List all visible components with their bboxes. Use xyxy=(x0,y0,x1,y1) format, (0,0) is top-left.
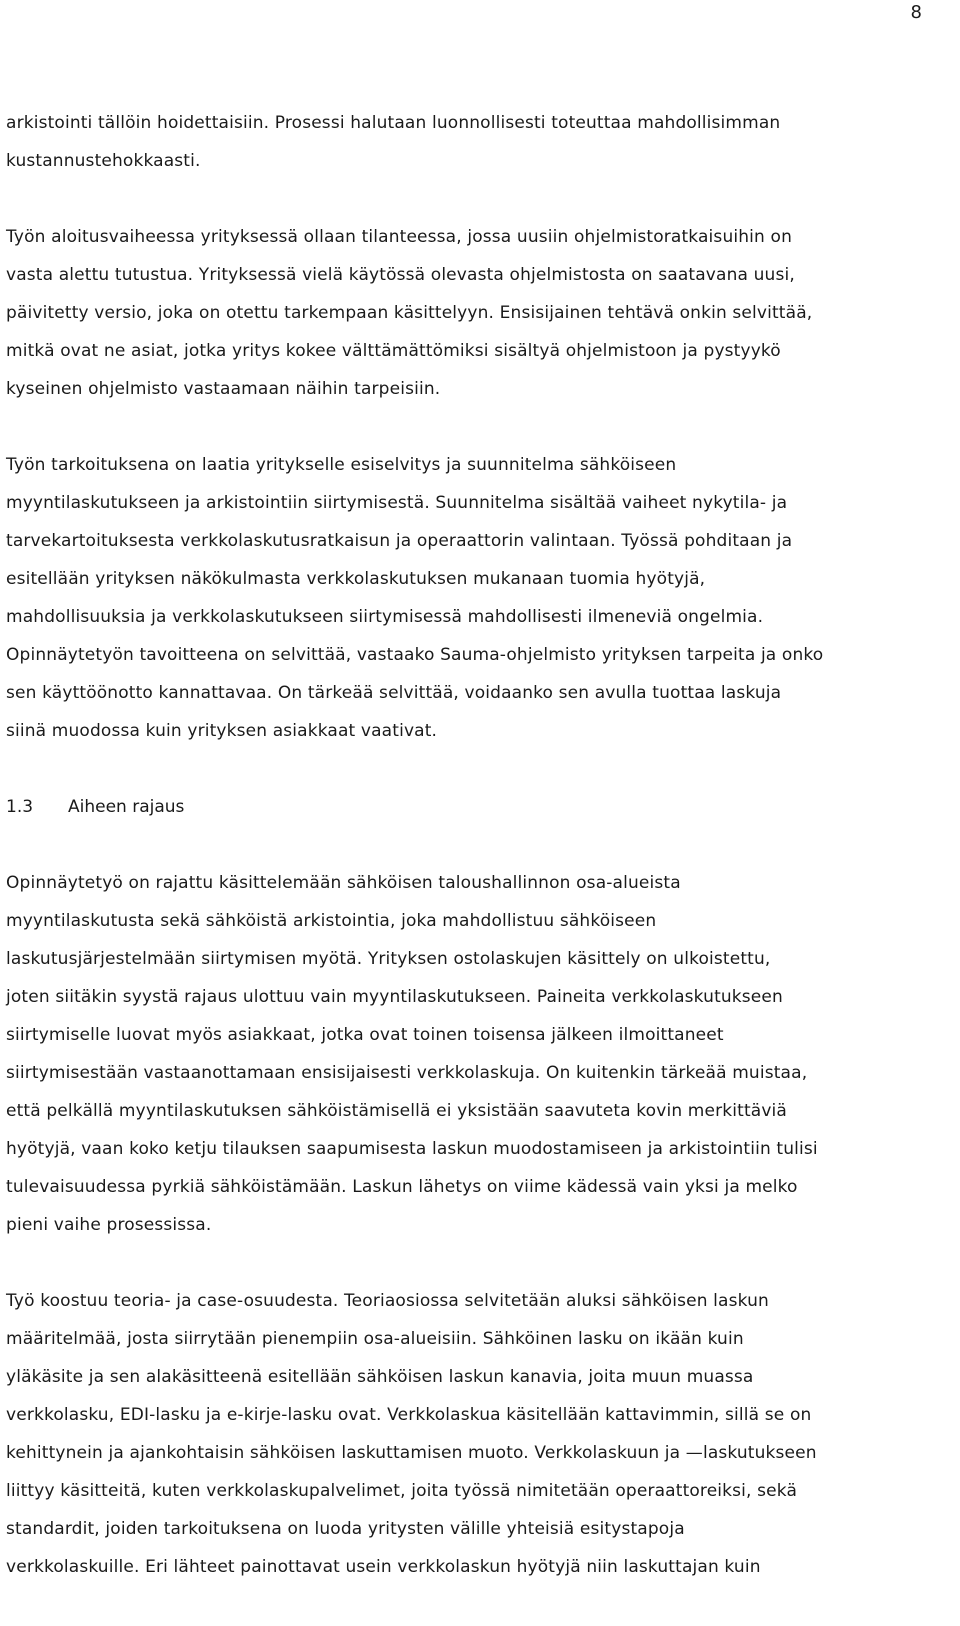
text-line: siinä muodossa kuin yrityksen asiakkaat vaativat. xyxy=(6,721,438,741)
text-line: kyseinen ohjelmisto vastaamaan näihin tarpeisiin. xyxy=(6,379,441,399)
paragraph-spacer xyxy=(6,408,936,446)
text-line: Työ koostuu teoria- ja case-osuudesta. Teoriaosiossa selvitetään aluksi sähköisen laskun xyxy=(6,1291,769,1311)
section-heading xyxy=(6,788,936,826)
section-number: 1.3 xyxy=(6,797,34,817)
text-line: sen käyttöönotto kannattavaa. On tärkeää selvittää, voidaanko sen avulla tuottaa laskuja xyxy=(6,683,782,703)
section-title: Aiheen rajaus xyxy=(68,797,185,817)
text-line: laskutusjärjestelmään siirtymisen myötä. Yrityksen ostolaskujen käsittely on ulkoistettu, xyxy=(6,949,771,969)
text-line: kehittynein ja ajankohtaisin sähköisen laskuttamisen muoto. Verkkolaskuun ja —laskutukseen xyxy=(6,1443,817,1463)
text-line: siirtymisestään vastaanottamaan ensisijaisesti verkkolaskuja. On kuitenkin tärkeää muistaa, xyxy=(6,1063,808,1083)
text-line: standardit, joiden tarkoituksena on luoda yritysten välille yhteisiä esitystapoja xyxy=(6,1519,685,1539)
paragraph-5 xyxy=(6,1282,936,1586)
paragraph-spacer xyxy=(6,750,936,788)
text-line: joten siitäkin syystä rajaus ulottuu vain myyntilaskutukseen. Paineita verkkolaskutukseen xyxy=(6,987,783,1007)
text-line: yläkäsite ja sen alakäsitteenä esitellään sähköisen laskun kanavia, joita muun muassa xyxy=(6,1367,754,1387)
text-line: päivitetty versio, joka on otettu tarkempaan käsittelyyn. Ensisijainen tehtävä onkin selvittää, xyxy=(6,303,813,323)
text-line: esitellään yrityksen näkökulmasta verkkolaskutuksen mukanaan tuomia hyötyjä, xyxy=(6,569,706,589)
text-line: liittyy käsitteitä, kuten verkkolaskupalvelimet, joita työssä nimitetään operaattoreiksi, sekä xyxy=(6,1481,798,1501)
text-line: tarvekartoituksesta verkkolaskutusratkaisun ja operaattorin valintaan. Työssä pohditaan ja xyxy=(6,531,793,551)
text-line: siirtymiselle luovat myös asiakkaat, jotka ovat toinen toisensa jälkeen ilmoittaneet xyxy=(6,1025,724,1045)
text-line: mahdollisuuksia ja verkkolaskutukseen siirtymisessä mahdollisesti ilmeneviä ongelmia. xyxy=(6,607,764,627)
text-line: myyntilaskutusta sekä sähköistä arkistointia, joka mahdollistuu sähköiseen xyxy=(6,911,657,931)
paragraph-spacer xyxy=(6,826,936,864)
text-line: mitkä ovat ne asiat, jotka yritys kokee välttämättömiksi sisältyä ohjelmistoon ja pystyykö xyxy=(6,341,781,361)
paragraph-1 xyxy=(6,104,936,180)
text-line: verkkolaskuille. Eri lähteet painottavat usein verkkolaskun hyötyjä niin laskuttajan kuin xyxy=(6,1557,761,1577)
text-line: arkistointi tällöin hoidettaisiin. Prosessi halutaan luonnollisesti toteuttaa mahdollisimman xyxy=(6,113,781,133)
text-line: määritelmää, josta siirrytään pienempiin osa-alueisiin. Sähköinen lasku on ikään kuin xyxy=(6,1329,744,1349)
text-line: myyntilaskutukseen ja arkistointiin siirtymisestä. Suunnitelma sisältää vaiheet nykytila- ja xyxy=(6,493,788,513)
text-line: Työn tarkoituksena on laatia yritykselle esiselvitys ja suunnitelma sähköiseen xyxy=(6,455,677,475)
page-number: 8 xyxy=(910,2,922,23)
text-line: hyötyjä, vaan koko ketju tilauksen saapumisesta laskun muodostamiseen ja arkistointiin tulisi xyxy=(6,1139,818,1159)
text-line: kustannustehokkaasti. xyxy=(6,151,201,171)
text-line: Opinnäytetyö on rajattu käsittelemään sähköisen taloushallinnon osa-alueista xyxy=(6,873,681,893)
paragraph-spacer xyxy=(6,180,936,218)
text-line: tulevaisuudessa pyrkiä sähköistämään. Laskun lähetys on viime kädessä vain yksi ja melko xyxy=(6,1177,798,1197)
paragraph-3 xyxy=(6,446,936,750)
document-body xyxy=(6,104,936,1586)
text-line: pieni vaihe prosessissa. xyxy=(6,1215,212,1235)
paragraph-spacer xyxy=(6,1244,936,1282)
text-line: että pelkällä myyntilaskutuksen sähköistämisellä ei yksistään saavuteta kovin merkittäviä xyxy=(6,1101,787,1121)
text-line: vasta alettu tutustua. Yrityksessä vielä käytössä olevasta ohjelmistosta on saatavana uusi, xyxy=(6,265,795,285)
text-line: verkkolasku, EDI-lasku ja e-kirje-lasku ovat. Verkkolaskua käsitellään kattavimmin, sillä se on xyxy=(6,1405,812,1425)
paragraph-4 xyxy=(6,864,936,1244)
paragraph-2 xyxy=(6,218,936,408)
text-line: Opinnäytetyön tavoitteena on selvittää, vastaako Sauma-ohjelmisto yrityksen tarpeita ja onko xyxy=(6,645,824,665)
text-line: Työn aloitusvaiheessa yrityksessä ollaan tilanteessa, jossa uusiin ohjelmistoratkaisuihin on xyxy=(6,227,792,247)
